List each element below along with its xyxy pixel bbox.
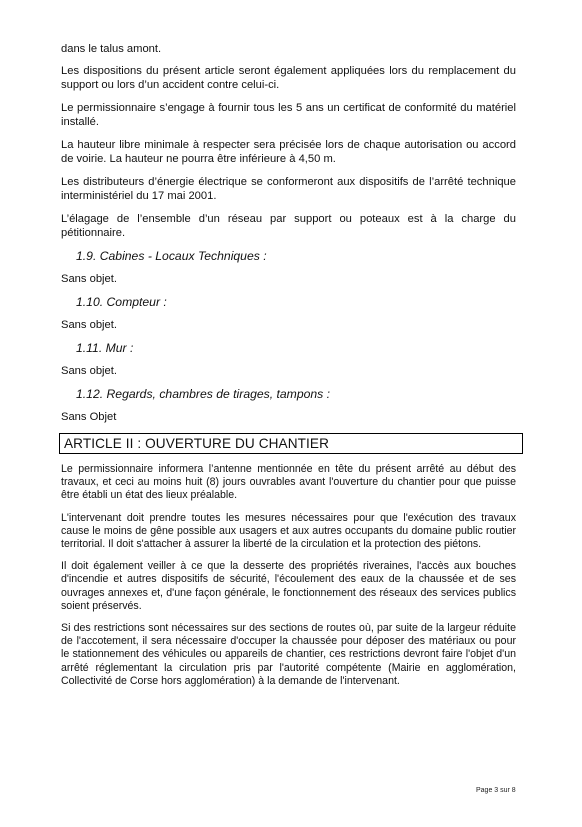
article-paragraph-restrictions: Si des restrictions sont nécessaires sur des sections de routes où, par suite de la largeur réduite de l'accotement, il sera nécessaire d'occuper la chaussée pour déposer des matériaux ou pour le stationnement des véhicules ou appareils de chantier, ces restrictions devront faire l'objet d'un arrêté réglementant la circulation pris par l'autorité compétente (Mairie en agglomération, Collectivité de Corse hors agglomération) à la demande de l'intervenant. xyxy=(61,622,516,687)
subsection-heading-cabines: 1.9. Cabines - Locaux Techniques : xyxy=(76,249,267,263)
page-content xyxy=(61,42,516,697)
paragraph-distributeurs: Les distributeurs d’énergie électrique se conformeront aux dispositifs de l’arrêté technique interministériel du 17 mai 2001. xyxy=(61,176,516,202)
subsection-text-cabines: Sans objet. xyxy=(61,273,117,285)
paragraph-elagage: L’élagage de l’ensemble d’un réseau par support ou poteaux est à la charge du pétitionnaire. xyxy=(61,213,516,239)
subsection-heading-regards: 1.12. Regards, chambres de tirages, tampons : xyxy=(76,387,331,401)
subsection-text-mur: Sans objet. xyxy=(61,365,117,377)
paragraph-talus: dans le talus amont. xyxy=(61,43,162,55)
article-title-box: ARTICLE II : OUVERTURE DU CHANTIER xyxy=(59,433,523,454)
subsection-text-regards: Sans Objet xyxy=(61,411,117,423)
article-paragraph-mesures: L'intervenant doit prendre toutes les mesures nécessaires pour que l'exécution des travaux cause le moins de gêne possible aux usagers et aux autres occupants du domaine public routier territorial. Il doit s'attacher à assurer la liberté de la circulation et la protection des piétons. xyxy=(61,511,516,551)
paragraph-certificat: Le permissionnaire s’engage à fournir tous les 5 ans un certificat de conformité du matériel installé. xyxy=(61,102,516,128)
article-paragraph-desserte: Il doit également veiller à ce que la desserte des propriétés riveraines, l'accès aux bouches d'incendie et autres dispositifs de sécurité, l'écoulement des eaux de la chaussée et de ses ouvrages annexes et, d'une façon générale, le fonctionnement des réseaux des services publics soient préservés. xyxy=(61,560,516,612)
paragraph-hauteur: La hauteur libre minimale à respecter sera précisée lors de chaque autorisation ou accord de voirie. La hauteur ne pourra être inférieure à 4,50 m. xyxy=(61,139,516,165)
subsection-text-compteur: Sans objet. xyxy=(61,319,117,331)
subsection-heading-mur: 1.11. Mur : xyxy=(76,341,134,355)
page-number: Page 3 sur 8 xyxy=(476,787,516,794)
paragraph-dispositions: Les dispositions du présent article seront également appliquées lors du remplacement du support ou lors d’un accident contre celui-ci. xyxy=(61,65,516,91)
article-paragraph-information: Le permissionnaire informera l’antenne mentionnée en tête du présent arrêté au début des travaux, et ceci au moins huit (8) jours ouvrables avant l'ouverture du chantier pour que puisse être établi un état des lieux préalable. xyxy=(61,463,516,502)
subsection-heading-compteur: 1.10. Compteur : xyxy=(76,295,167,309)
